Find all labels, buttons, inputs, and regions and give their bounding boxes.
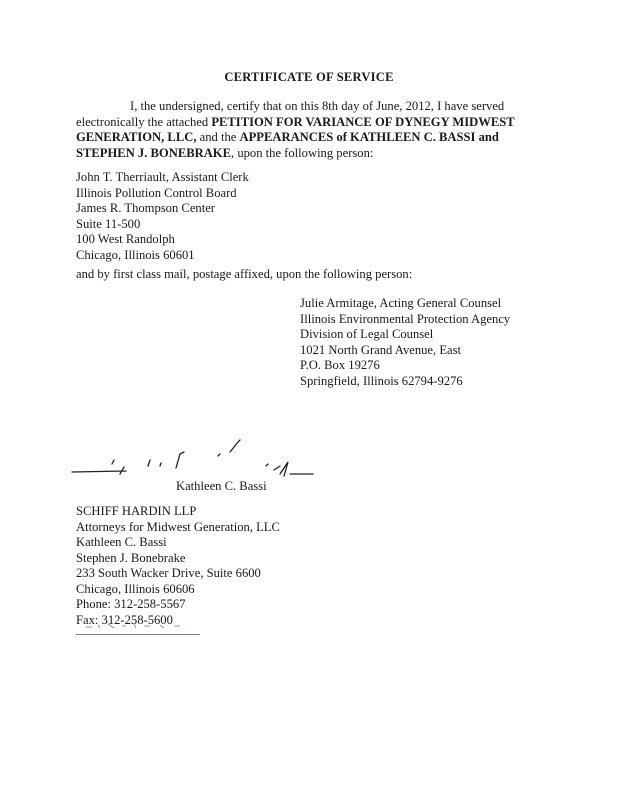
address-line: Suite 11-500 (76, 216, 141, 231)
address-line: Division of Legal Counsel (300, 327, 434, 341)
first-class-mail-text: and by first class mail, postage affixed, upon the following person: (76, 267, 413, 281)
intro-text-2: and the (196, 130, 240, 144)
address-line: Julie Armitage, Acting General Counsel (300, 296, 502, 310)
firm-line: Fax: 312-258-5600 (76, 612, 173, 627)
petition-title: PETITION FOR VARIANCE OF DYNEGY MIDWEST GENERATION, LLC, (76, 114, 515, 144)
firm-line: SCHIFF HARDIN LLP (76, 504, 197, 518)
firm-line: 233 South Wacker Drive, Suite 6600 (76, 566, 261, 580)
address-line: Chicago, Illinois 60601 (76, 247, 195, 262)
recipient-address-1 (76, 170, 249, 263)
address-line: Illinois Environmental Protection Agency (300, 311, 511, 326)
firm-signature-block (76, 504, 280, 628)
intro-text-3: , upon the following person: (231, 145, 374, 160)
address-line: 1021 North Grand Avenue, East (300, 342, 461, 357)
firm-line: Stephen J. Bonebrake (76, 550, 186, 565)
firm-line: Phone: 312-258-5567 (76, 597, 186, 611)
address-line: Springfield, Illinois 62794-9276 (300, 373, 463, 388)
recipient-address-2 (300, 296, 510, 389)
document-title: CERTIFICATE OF SERVICE (224, 70, 394, 84)
address-line: Illinois Pollution Control Board (76, 185, 237, 200)
address-line: 100 West Randolph (76, 232, 175, 246)
firm-line: Attorneys for Midwest Generation, LLC (76, 519, 280, 534)
address-line: James R. Thompson Center (76, 201, 215, 215)
email-underline (76, 620, 200, 635)
firm-line: Kathleen C. Bassi (76, 535, 167, 549)
address-line: P.O. Box 19276 (300, 358, 380, 372)
address-line: John T. Therriault, Assistant Clerk (76, 170, 249, 184)
signature-name: Kathleen C. Bassi (176, 479, 267, 493)
certification-paragraph (76, 99, 546, 161)
intro-text-1: I, the undersigned, certify that on this 8th day of June, 2012, I have served electronically the attached (76, 99, 505, 129)
appearances-title: APPEARANCES of KATHLEEN C. BASSI and STEPHEN J. BONEBRAKE (76, 130, 499, 160)
firm-line: Chicago, Illinois 60606 (76, 581, 195, 596)
